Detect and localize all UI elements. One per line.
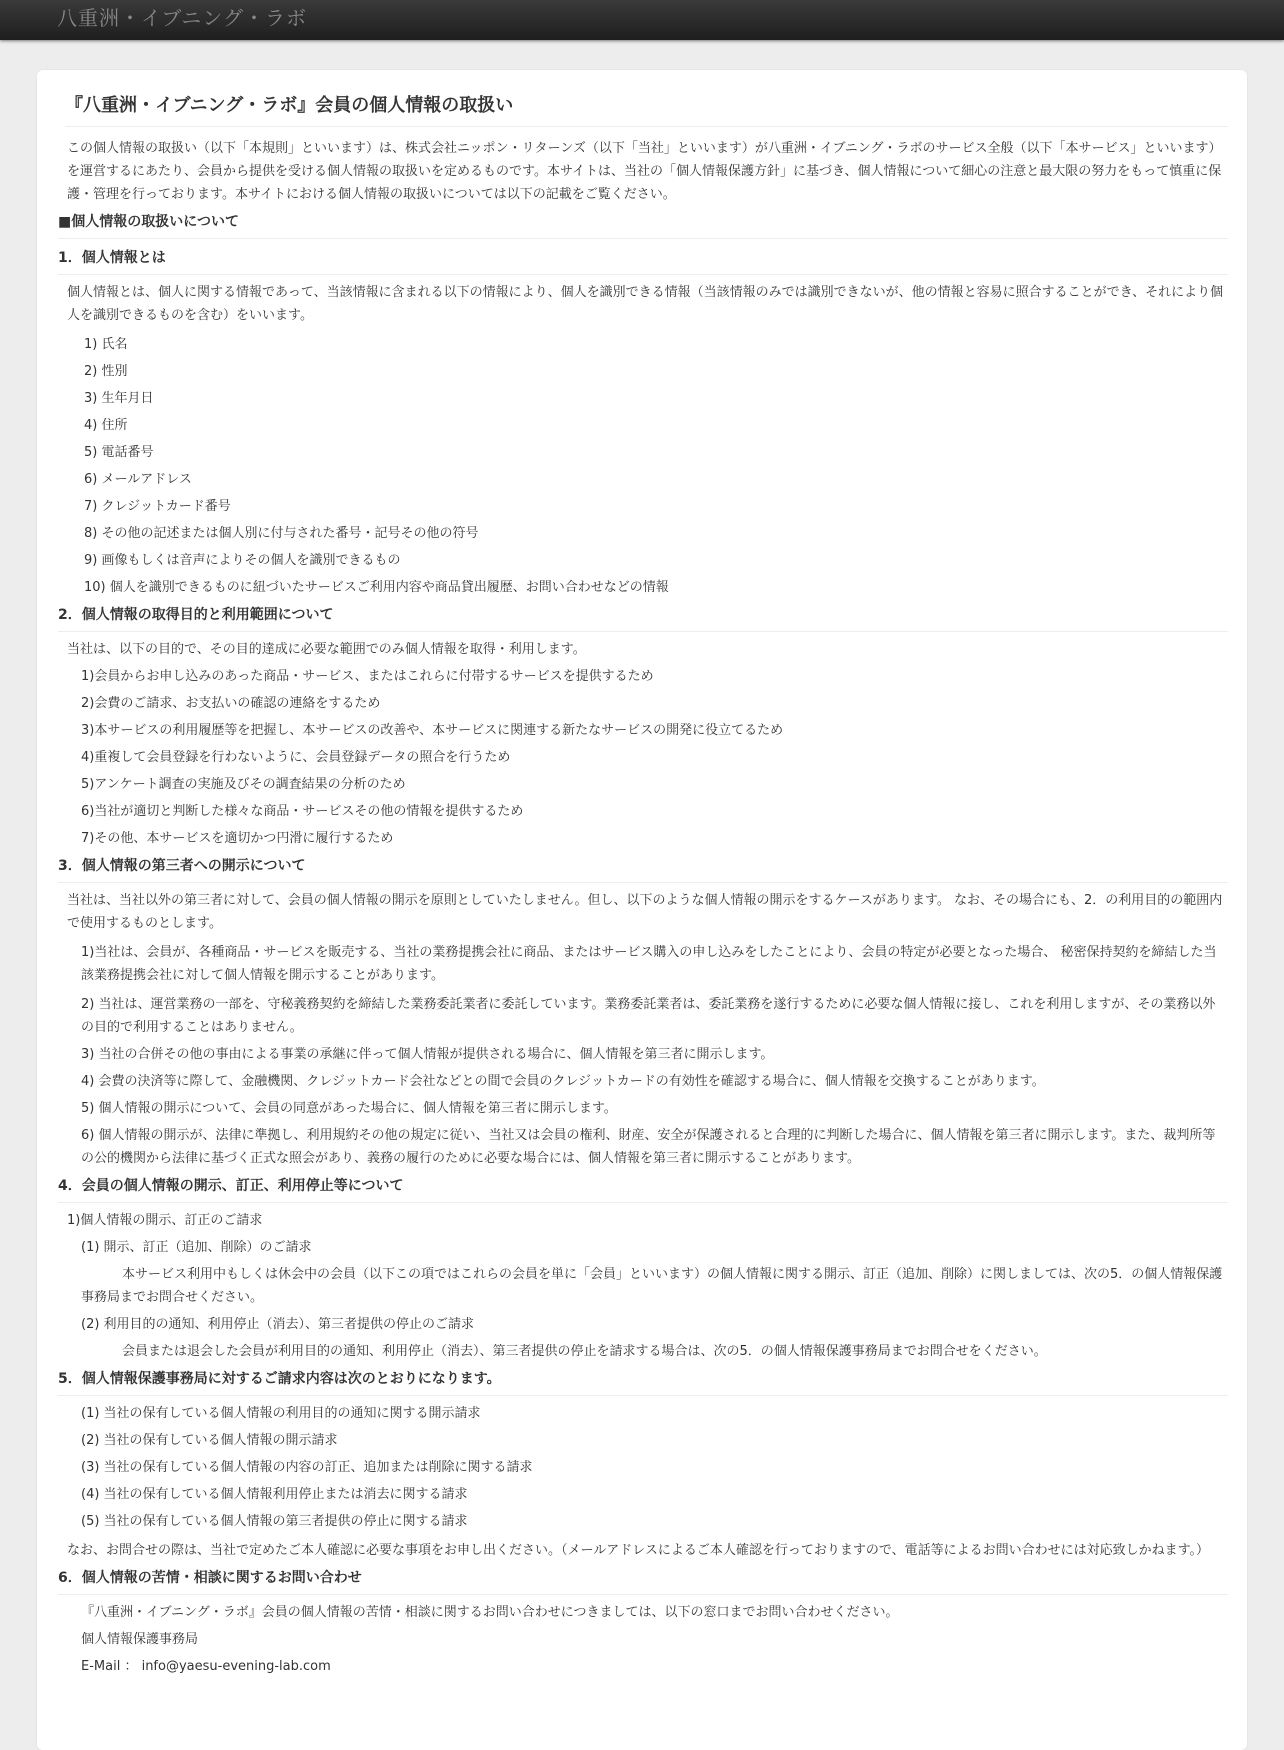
list-item: (3) 当社の保有している個人情報の内容の訂正、追加または削除に関する請求	[81, 1460, 533, 1475]
list-item: 3) 生年月日	[84, 391, 154, 406]
s2-title: 2．個人情報の取得目的と利用範囲について	[58, 605, 1228, 632]
s4-b-title: (2) 利用目的の通知、利用停止（消去）、第三者提供の停止のご請求	[81, 1317, 475, 1332]
list-item: 1)当社は、会員が、各種商品・サービスを販売する、当社の業務提携会社に商品、またはサービス購入の申し込みをしたことにより、会員の特定が必要となった場合、 秘密保持契約を締結した当該業務提携会社に対して個人情報を開示することがあります。	[81, 945, 1217, 983]
list-item: 4)重複して会員登録を行わないように、会員登録データの照合を行うため	[81, 750, 511, 765]
s1-title: 1．個人情報とは	[58, 248, 1228, 275]
s4-b-body: 会員または退会した会員が利用目的の通知、利用停止（消去）、第三者提供の停止を請求する場合は、次の5．の個人情報保護事務局までお問合せをください。	[122, 1344, 1047, 1359]
intro-text: この個人情報の取扱い（以下「本規則」といいます）は、株式会社ニッポン・リターンズ（以下「当社」といいます）が八重洲・イブニング・ラボのサービス全般（以下「本サービス」といいます）を運営するにあたり、会員から提供を受ける個人情報の取扱いを定めるものです。本サイトは、当社の「個人情報保護方針」に基づき、個人情報について細心の注意と最大限の努力をもって慎重に保護・管理を行っております。本サイトにおける個人情報の取扱いについては以下の記載をご覧ください。	[67, 141, 1222, 202]
list-item: 2)会費のご請求、お支払いの確認の連絡をするため	[81, 696, 381, 711]
s4-sub: 1)個人情報の開示、訂正のご請求	[67, 1213, 263, 1228]
s3-body: 当社は、当社以外の第三者に対して、会員の個人情報の開示を原則としていたしません。但し、以下のような個人情報の開示をするケースがあります。 なお、その場合にも、2．の利用目的の範囲内で使用するものとします。	[67, 893, 1223, 931]
list-item: 5) 個人情報の開示について、会員の同意があった場合に、個人情報を第三者に開示します。	[81, 1101, 617, 1116]
list-item: 3) 当社の合併その他の事由による事業の承継に伴って個人情報が提供される場合に、個人情報を第三者に開示します。	[81, 1047, 774, 1062]
s2-list	[58, 665, 1228, 850]
s6-body: 『八重洲・イブニング・ラボ』会員の個人情報の苦情・相談に関するお問い合わせにつきましては、以下の窓口までお問い合わせください。	[81, 1605, 899, 1620]
section-heading: ■個人情報の取扱いについて	[58, 212, 1228, 239]
list-item: (2) 当社の保有している個人情報の開示請求	[81, 1433, 338, 1448]
list-item: 8) その他の記述または個人別に付与された番号・記号その他の符号	[84, 526, 479, 541]
s4-title: 4．会員の個人情報の開示、訂正、利用停止等について	[58, 1176, 1228, 1203]
list-item: 3)本サービスの利用履歴等を把握し、本サービスの改善や、本サービスに関連する新たなサービスの開発に役立てるため	[81, 723, 784, 738]
s3-list	[58, 941, 1228, 1170]
s1-body: 個人情報とは、個人に関する情報であって、当該情報に含まれる以下の情報により、個人を識別できる情報（当該情報のみでは識別できないが、他の情報と容易に照合することができ、それにより個人を識別できるものを含む）をいいます。	[67, 285, 1224, 323]
list-item: 2) 当社は、運営業務の一部を、守秘義務契約を締結した業務委託業者に委託しています。業務委託業者は、委託業務を遂行するために必要な個人情報に接し、これを利用しますが、その業務以外の目的で利用することはありません。	[81, 997, 1216, 1035]
list-item: 5) 電話番号	[84, 445, 154, 460]
s4-a-title: (1) 開示、訂正（追加、削除）のご請求	[81, 1240, 312, 1255]
content-inner	[58, 94, 1228, 1678]
list-item: 10) 個人を識別できるものに紐づいたサービスご利用内容や商品貸出履歴、お問い合わせなどの情報	[84, 580, 669, 595]
s2-body: 当社は、以下の目的で、その目的達成に必要な範囲でのみ個人情報を取得・利用します。	[67, 642, 586, 657]
s5-list	[58, 1402, 1228, 1533]
list-item: 7)その他、本サービスを適切かつ円滑に履行するため	[81, 831, 394, 846]
list-item: (4) 当社の保有している個人情報利用停止または消去に関する請求	[81, 1487, 468, 1502]
list-item: 1)会員からお申し込みのあった商品・サービス、またはこれらに付帯するサービスを提供するため	[81, 669, 654, 684]
page-title: 『八重洲・イブニング・ラボ』会員の個人情報の取扱い	[65, 94, 1228, 127]
list-item: (5) 当社の保有している個人情報の第三者提供の停止に関する請求	[81, 1514, 468, 1529]
list-item: 2) 性別	[84, 364, 128, 379]
s6-office: 個人情報保護事務局	[81, 1632, 199, 1647]
s3-title: 3．個人情報の第三者への開示について	[58, 856, 1228, 883]
s5-title: 5．個人情報保護事務局に対するご請求内容は次のとおりになります。	[58, 1369, 1228, 1396]
s5-note: なお、お問合せの際は、当社で定めたご本人確認に必要な事項をお申し出ください。（メールアドレスによるご本人確認を行っておりますので、電話等によるお問い合わせには対応致しかねます。）	[67, 1543, 1210, 1558]
top-navbar	[0, 0, 1284, 40]
brand-logo-text[interactable]: 八重洲・イブニング・ラボ	[57, 6, 307, 30]
s1-list	[58, 333, 1228, 599]
list-item: 4) 会費の決済等に際して、金融機関、クレジットカード会社などとの間で会員のクレジットカードの有効性を確認する場合に、個人情報を交換することがあります。	[81, 1074, 1045, 1089]
list-item: 9) 画像もしくは音声によりその個人を識別できるもの	[84, 553, 401, 568]
list-item: 6) メールアドレス	[84, 472, 192, 487]
list-item: 4) 住所	[84, 418, 128, 433]
list-item: 6) 個人情報の開示が、法律に準拠し、利用規約その他の規定に従い、当社又は会員の権利、財産、安全が保護されると合理的に判断した場合に、個人情報を第三者に開示します。また、裁判所等の公的機関から法律に基づく正式な照会があり、義務の履行のために必要な場合には、個人情報を第三者に開示することがあります。	[81, 1128, 1216, 1166]
s6-email[interactable]: E‐Mail ： info@yaesu-evening-lab.com	[81, 1659, 331, 1674]
content-card	[37, 70, 1247, 1750]
list-item: 6)当社が適切と判断した様々な商品・サービスその他の情報を提供するため	[81, 804, 524, 819]
list-item: 7) クレジットカード番号	[84, 499, 231, 514]
list-item: 5)アンケート調査の実施及びその調査結果の分析のため	[81, 777, 406, 792]
s4-a-body: 本サービス利用中もしくは休会中の会員（以下この項ではこれらの会員を単に「会員」といいます）の個人情報に関する開示、訂正（追加、削除）に関しましては、次の5．の個人情報保護事務局までお問合せください。	[81, 1267, 1223, 1305]
list-item: (1) 当社の保有している個人情報の利用目的の通知に関する開示請求	[81, 1406, 481, 1421]
s6-title: 6．個人情報の苦情・相談に関するお問い合わせ	[58, 1568, 1228, 1595]
list-item: 1) 氏名	[84, 337, 128, 352]
